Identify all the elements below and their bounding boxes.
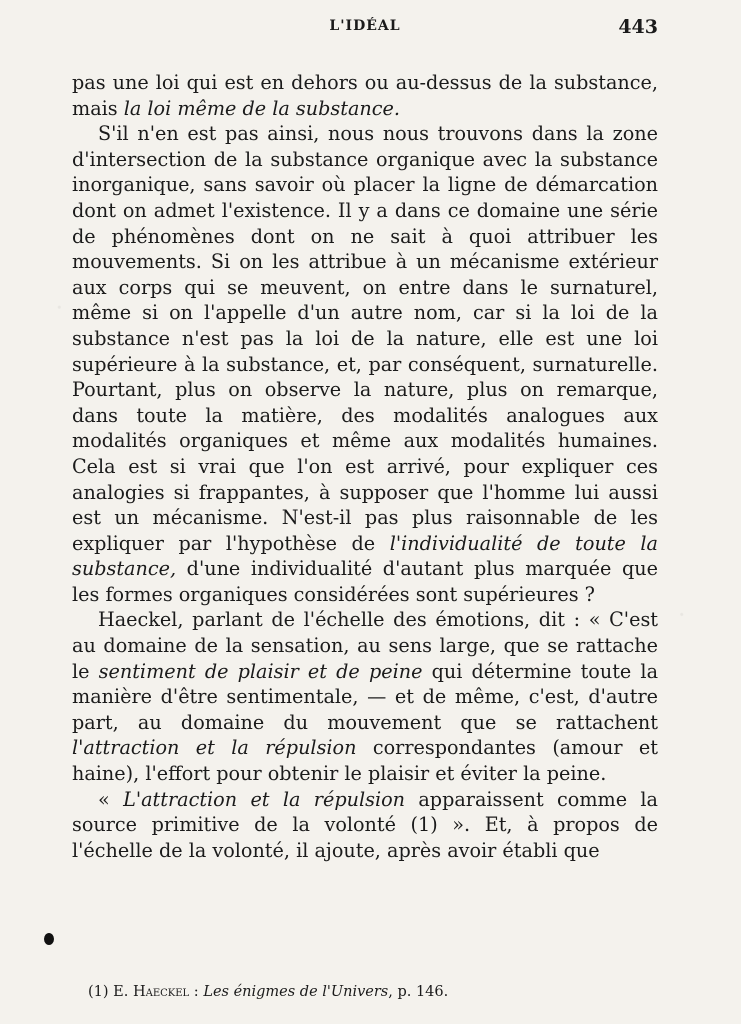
paragraph	[72, 121, 658, 607]
text-run: qui détermine toute la manière d'être sentimentale, — et de même, c'est, d'autre part, au domaine du mouvement que se rattachent	[72, 659, 659, 734]
text-run: d'une individualité d'autant plus marquée que les formes organiques considérées sont supérieures ?	[72, 557, 658, 606]
footnote-work-title: Les énigmes de l'Univers	[203, 984, 389, 1000]
text-run: correspondantes (amour et haine), l'effort pour obtenir le plaisir et éviter la peine.	[72, 736, 658, 786]
paragraph	[72, 787, 658, 864]
paragraph	[72, 70, 658, 121]
running-head: L'IDÉAL	[329, 18, 401, 34]
text-run: «	[98, 787, 124, 811]
page-number: 443	[618, 16, 658, 38]
footnote-separator: :	[189, 984, 204, 1000]
italic-run: l'attraction et la répulsion	[72, 736, 357, 760]
ink-speck	[44, 933, 54, 945]
italic-run: sentiment de plaisir et de peine	[98, 659, 423, 683]
footnote-author-name: Haeckel	[132, 984, 190, 1000]
text-run: Haeckel, parlant de l'échelle des émotions, dit : « C'est au domaine de la sensation, au sens large, que se rattache le	[72, 608, 658, 683]
footnote-page-ref: , p. 146.	[388, 984, 449, 1000]
italic-run: L'attraction et la répulsion	[123, 787, 405, 811]
footnote-marker: (1)	[88, 984, 109, 1000]
footnote	[88, 983, 648, 1001]
body-text	[72, 70, 658, 863]
text-run: apparaissent comme la source primitive de la volonté (1) ». Et, à propos de l'échelle de la volonté, il ajoute, après avoir établi que	[72, 787, 658, 862]
page-header	[72, 18, 658, 42]
footnote-author-initial: E.	[113, 984, 129, 1000]
italic-run: la loi même de la substance.	[123, 96, 400, 120]
text-run: S'il n'en est pas ainsi, nous nous trouvons dans la zone d'intersection de la substance organique avec la substance inorganique, sans savoir où placer la ligne de démarcation dont on admet l'existence. Il y a dans ce domaine une série de phénomènes dont on ne sait à quoi attribuer les mouvements. Si on les attribue à un mécanisme extérieur aux corps qui se meuvent, on entre dans le surnaturel, même si on l'appelle d'un autre nom, car si la loi de la substance n'est pas la loi de la nature, elle est une loi supérieure à la substance, et, par conséquent, surnaturelle. Pourtant, plus on observe la nature, plus on remarque, dans toute la matière, des modalités analogues aux modalités organiques et même aux modalités humaines. Cela est si vrai que l'on est arrivé, pour expliquer ces analogies si frappantes, à supposer que l'homme lui aussi est un mécanisme. N'est-il pas plus raisonnable de les expliquer par l'hypothèse de	[72, 122, 658, 555]
paragraph	[72, 607, 658, 786]
italic-run: l'individualité de toute la substance,	[72, 531, 658, 581]
text-run: pas une loi qui est en dehors ou au-dessus de la substance, mais	[72, 71, 658, 120]
